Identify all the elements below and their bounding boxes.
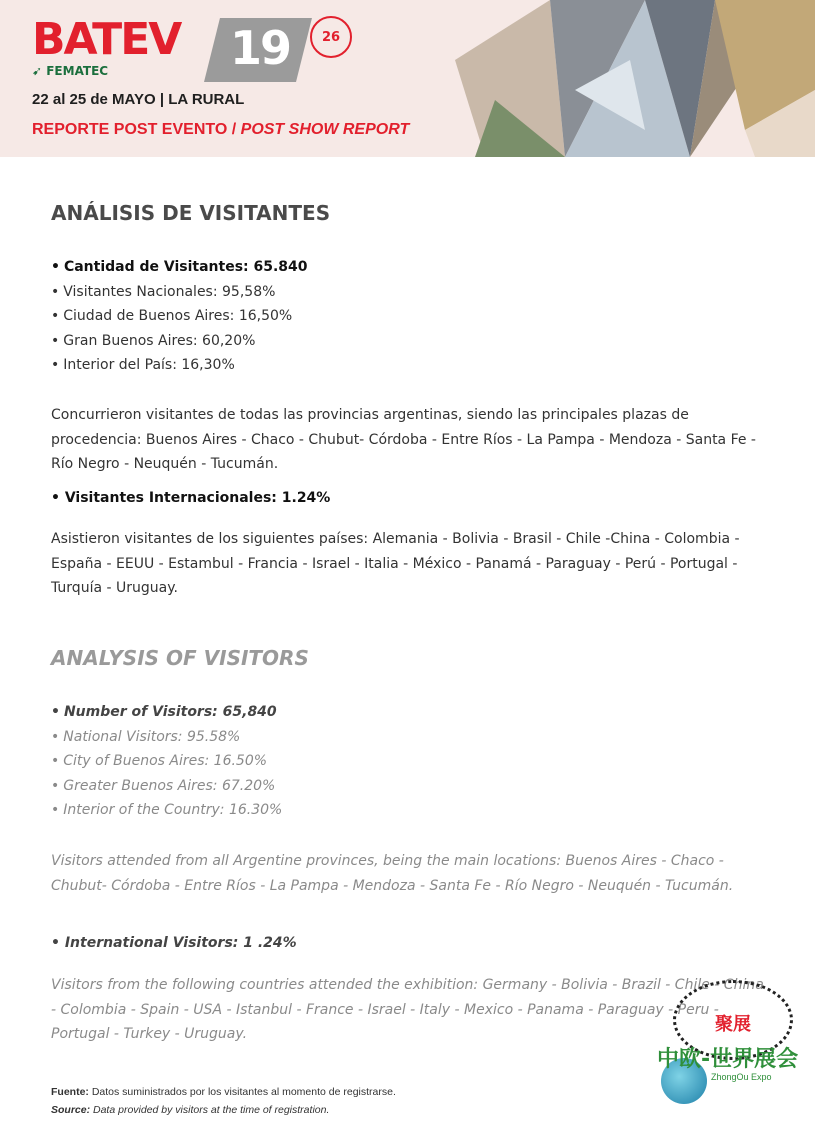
section-title-en: ANALYSIS OF VISITORS [51,646,309,670]
anniversary-badge-icon: 26 [310,16,352,58]
source-note-en: Source: Data provided by visitors at the time of registration. [51,1104,330,1116]
batev-logo [32,14,352,84]
provinces-paragraph-es: Concurrieron visitantes de todas las provincias argentinas, siendo las principales plazas de procedencia: Buenos Aires - Chaco - Chubut- Córdoba - Entre Ríos - La Pampa - Mendoza - Santa Fe - Río Negro - Neuquén - Tucumán. [51,407,756,472]
logo-year: 19 [230,21,291,75]
provinces-paragraph-en: Visitors attended from all Argentine provinces, being the main locations: Buenos Aires - Chaco - Chubut- Córdoba - Entre Ríos - La Pampa - Mendoza - Santa Fe - Río Negro - Neuquén - Tucumán. [51,853,734,894]
report-title: REPORTE POST EVENTO / POST SHOW REPORT [32,121,410,138]
logo-text: BATEV [32,14,181,65]
countries-paragraph-en: Visitors from the following countries attended the exhibition: Germany - Bolivia - Brazil - Chile - China - Colombia - Spain - USA - Istanbul - France - Israel - Italy - Mexico - Panama - Paraguay - Peru - Portugal - Turkey - Uruguay. [51,977,764,1042]
list-item: • Interior del País: 16,30% [51,357,235,373]
source-note-es: Fuente: Datos suministrados por los visitantes al momento de registrarse. [51,1086,396,1098]
section-title-es: ANÁLISIS DE VISITANTES [51,201,331,225]
list-item: • National Visitors: 95.58% [51,728,241,745]
zhongou-expo-watermark [655,980,805,1120]
list-item: • Number of Visitors: 65,840 [51,704,277,720]
watermark-sub: ZhongOu Expo [711,1072,772,1082]
countries-paragraph-es: Asistieron visitantes de los siguientes países: Alemania - Bolivia - Brasil - Chile -China - Colombia - España - EEUU - Estambul - Francia - Israel - Italia - México - Panamá - Paraguay - Perú - Portugal - Turquía - Uruguay. [51,531,740,596]
event-dates: 22 al 25 de MAYO | LA RURAL [32,91,245,108]
watermark-cn-main: 中欧-世界展会 [657,1047,799,1072]
visitor-stats-es [51,255,308,378]
list-item: • Ciudad de Buenos Aires: 16,50% [51,308,293,324]
list-item: • Greater Buenos Aires: 67.20% [51,777,276,794]
international-label-en: • International Visitors: 1 .24% [51,935,297,951]
list-item: • City of Buenos Aires: 16.50% [51,753,268,769]
list-item: • Interior of the Country: 16.30% [51,802,283,818]
list-item: • Gran Buenos Aires: 60,20% [51,332,256,349]
list-item: • Visitantes Nacionales: 95,58% [51,283,276,300]
photo-collage [455,0,815,157]
list-item: • Cantidad de Visitantes: 65.840 [51,259,308,275]
logo-sub: ➹ FEMATEC [32,64,109,78]
international-label-es: • Visitantes Internacionales: 1.24% [51,490,331,506]
header-banner [0,0,815,157]
watermark-cn-top: 聚展 [715,1014,751,1035]
visitor-stats-en [51,700,282,823]
